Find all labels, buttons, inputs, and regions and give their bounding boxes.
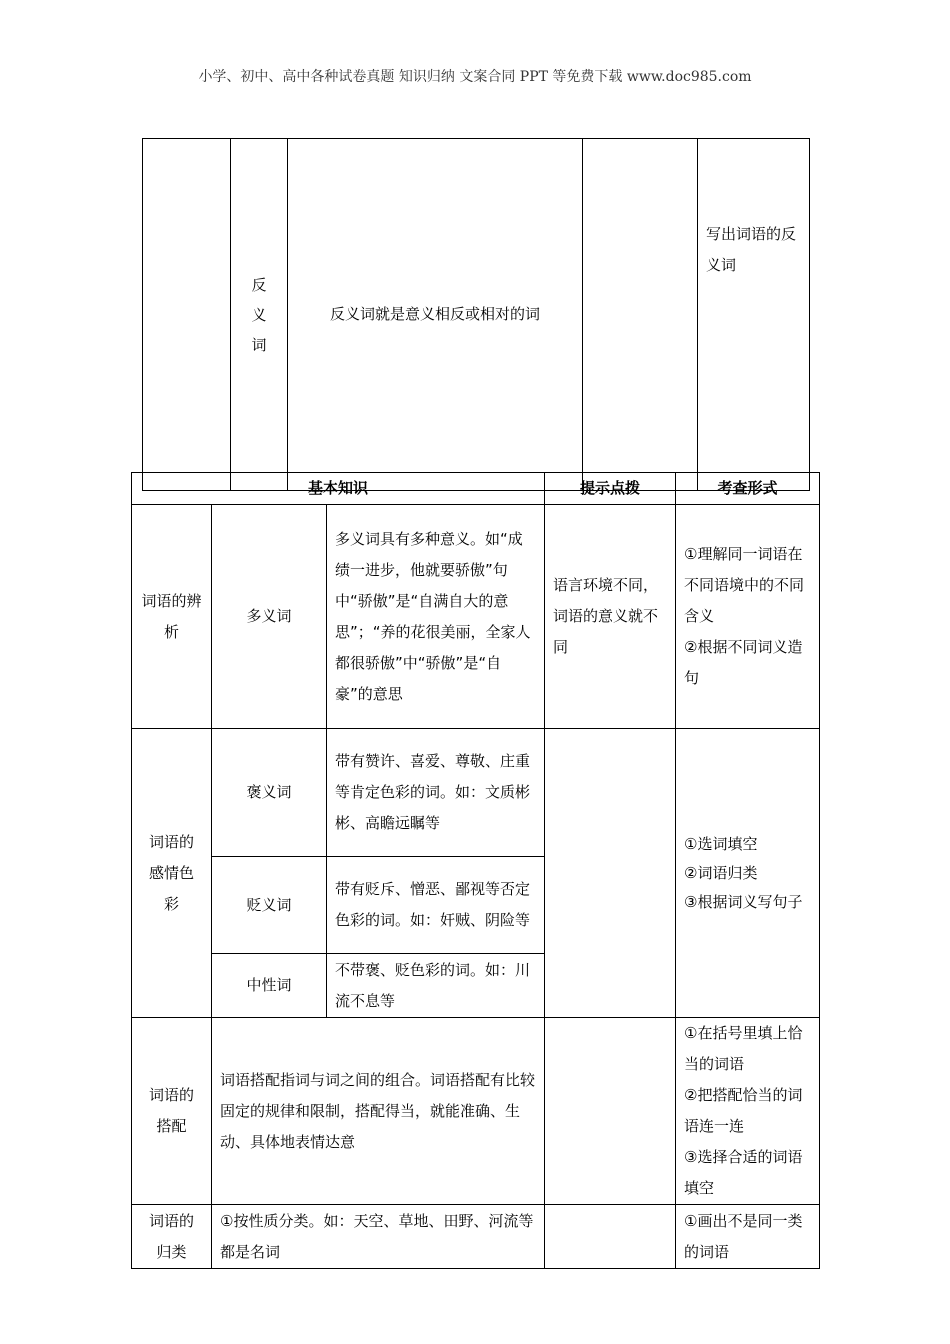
table-row [132,505,820,729]
category-cell: 词语的感情色彩 [132,729,212,1018]
knowledge-table [131,472,820,1269]
exam-cell [676,1018,820,1205]
term-cell: 贬义词 [212,857,327,954]
exam-item: ②根据不同词义造句 [684,638,803,687]
definition-cell: 带有赞许、喜爱、尊敬、庄重等肯定色彩的词。如：文质彬彬、高瞻远瞩等 [327,729,545,857]
definition-cell: 反义词就是意义相反或相对的词 [288,139,583,491]
exam-cell [676,505,820,729]
category-cell: 词语的搭配 [132,1018,212,1205]
definition-cell: 带有贬斥、憎恶、鄙视等否定色彩的词。如：奸贼、阴险等 [327,857,545,954]
header-row [132,473,820,505]
exam-item: ②词语归类 [684,863,758,882]
term-char: 义 [251,305,267,324]
tip-cell [545,1018,676,1205]
page-header: 小学、初中、高中各种试卷真题 知识归纳 文案合同 PPT 等免费下载 www.doc985.com [198,69,752,85]
definition-cell: 不带褒、贬色彩的词。如：川流不息等 [327,954,545,1018]
definition-cell: 多义词具有多种意义。如“成绩一进步，他就要骄傲”句中“骄傲”是“自满自大的意思”；“养的花很美丽，全家人都很骄傲”中“骄傲”是“自豪”的意思 [327,505,545,729]
term-cell: 多义词 [212,505,327,729]
table-row [132,1018,820,1205]
tip-cell [545,1205,676,1269]
exam-item: ①在括号里填上恰当的词语 [684,1024,803,1073]
header-tips: 提示点拨 [545,473,676,505]
term-char: 词 [251,335,267,354]
definition-cell: ①按性质分类。如：天空、草地、田野、河流等都是名词 [212,1205,545,1269]
exam-item: ②把搭配恰当的词语连一连 [684,1086,803,1135]
tip-cell [583,139,698,491]
term-cell: 中性词 [212,954,327,1018]
term-cell: 褒义词 [212,729,327,857]
term-cell [231,139,288,491]
table-row [132,729,820,857]
exam-item: ①选词填空 [684,834,758,853]
term-char: 反 [251,275,267,294]
antonym-table [142,138,810,491]
tip-cell [545,729,676,1018]
exam-cell: 写出词语的反义词 [698,139,810,491]
header-knowledge: 基本知识 [132,473,545,505]
exam-cell [676,1205,820,1269]
definition-cell: 词语搭配指词与词之间的组合。词语搭配有比较固定的规律和限制，搭配得当，就能准确、生动、具体地表情达意 [212,1018,545,1205]
exam-item: ①画出不是同一类的词语 [684,1211,803,1261]
header-exam: 考查形式 [676,473,820,505]
category-cell: 词语的辨析 [132,505,212,729]
category-cell: 词语的归类 [132,1205,212,1269]
empty-cell [143,139,231,491]
tip-cell: 语言环境不同，词语的意义就不同 [545,505,676,729]
table-row [143,139,810,491]
exam-item: ③根据词义写句子 [684,892,803,911]
exam-cell [676,729,820,1018]
exam-item: ③选择合适的词语填空 [684,1148,803,1197]
table-row [132,1205,820,1269]
exam-item: ①理解同一词语在不同语境中的不同含义 [684,545,805,625]
